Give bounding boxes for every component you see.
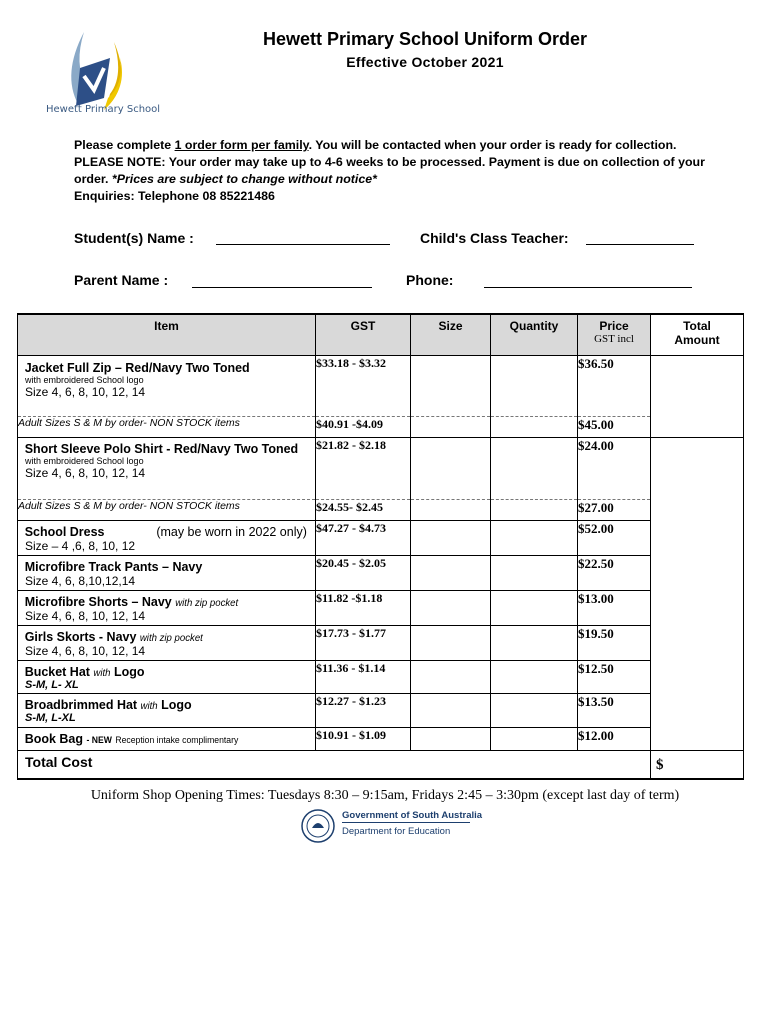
item-name: Short Sleeve Polo Shirt - Red/Navy Two Toned: [24, 441, 299, 456]
size-cell[interactable]: [411, 591, 491, 626]
quantity-cell[interactable]: [491, 500, 578, 521]
table-row: Girls Skorts - Navy with zip pocket Size 4, 6, 8, 10, 12, 14 $17.73 - $1.77 $19.50: [18, 626, 744, 661]
header-price: Price GST incl: [578, 314, 651, 356]
size-cell[interactable]: [411, 661, 491, 694]
total-amount-cell[interactable]: [651, 356, 744, 438]
quantity-cell[interactable]: [491, 728, 578, 751]
table-row: Adult Sizes S & M by order- NON STOCK items $40.91 -$4.09 $45.00: [18, 417, 744, 438]
quantity-cell[interactable]: [491, 626, 578, 661]
item-name: School Dress (may be worn in 2022 only): [24, 524, 307, 539]
size-cell[interactable]: [411, 500, 491, 521]
table-row: School Dress (may be worn in 2022 only) Size – 4 ,6, 8, 10, 12 $47.27 - $4.73 $52.00: [18, 521, 744, 556]
size-cell[interactable]: [411, 626, 491, 661]
gov-line2: Department for Education: [342, 826, 451, 837]
table-header-row: [18, 314, 744, 356]
item-name: Girls Skorts - Navy with zip pocket: [24, 629, 203, 644]
government-crest-icon: [300, 808, 336, 844]
total-cost-field[interactable]: $: [651, 751, 744, 779]
quantity-cell[interactable]: [491, 591, 578, 626]
total-column-blank: [651, 438, 744, 751]
student-name-label: Student(s) Name :: [74, 230, 194, 246]
header-size: Size: [411, 314, 491, 356]
student-name-field[interactable]: [216, 244, 390, 245]
size-cell[interactable]: [411, 438, 491, 500]
total-row: [18, 751, 744, 779]
size-cell[interactable]: [411, 356, 491, 417]
quantity-cell[interactable]: [491, 521, 578, 556]
table-row: Short Sleeve Polo Shirt - Red/Navy Two Toned with embroidered School logo Size 4, 6, 8, 10, 12, 14 $21.82 - $2.18 $24.00: [18, 438, 744, 500]
size-cell[interactable]: [411, 694, 491, 728]
school-logo-text: Hewett Primary School: [46, 104, 161, 115]
total-cost-label: Total Cost: [25, 754, 93, 770]
parent-name-label: Parent Name :: [74, 272, 169, 288]
item-name: Broadbrimmed Hat with Logo: [24, 697, 192, 712]
header-total: Total Amount: [651, 314, 744, 356]
order-table: [17, 313, 744, 780]
page-title: Hewett Primary School Uniform Order: [262, 29, 588, 49]
header-gst: GST: [316, 314, 411, 356]
size-cell[interactable]: [411, 521, 491, 556]
table-row: Microfibre Shorts – Navy with zip pocket Size 4, 6, 8, 10, 12, 14 $11.82 -$1.18 $13.00: [18, 591, 744, 626]
page-subtitle: Effective October 2021: [346, 54, 504, 70]
parent-name-field[interactable]: [192, 287, 372, 288]
item-name: Book Bag - NEW Reception intake complimentary: [24, 731, 239, 746]
quantity-cell[interactable]: [491, 556, 578, 591]
item-name: Microfibre Shorts – Navy with zip pocket: [24, 594, 239, 609]
item-name: Jacket Full Zip – Red/Navy Two Toned: [24, 360, 250, 375]
enquiries: Enquiries: Telephone 08 85221486: [74, 189, 275, 203]
quantity-cell[interactable]: [491, 438, 578, 500]
class-teacher-field[interactable]: [586, 244, 694, 245]
phone-label: Phone:: [406, 272, 454, 288]
table-row: Adult Sizes S & M by order- NON STOCK items $24.55- $2.45 $27.00: [18, 500, 744, 521]
quantity-cell[interactable]: [491, 417, 578, 438]
item-name: Microfibre Track Pants – Navy: [24, 559, 203, 574]
quantity-cell[interactable]: [491, 694, 578, 728]
header-item: Item: [18, 314, 316, 356]
item-name: Bucket Hat with Logo: [24, 664, 145, 679]
class-teacher-label: Child's Class Teacher:: [420, 230, 569, 246]
intro-text: Please complete 1 order form per family. You will be contacted when your order is ready for collection. PLEASE NOTE: Your order may take up to 4-6 weeks to be processed. Payment is due on collection of your order. *Prices are subject to change without notice* Enquiries: Telephone 08 85221486: [74, 138, 705, 203]
header-quantity: Quantity: [491, 314, 578, 356]
table-row: Microfibre Track Pants – Navy Size 4, 6, 8,10,12,14 $20.45 - $2.05 $22.50: [18, 556, 744, 591]
quantity-cell[interactable]: [491, 356, 578, 417]
size-cell[interactable]: [411, 417, 491, 438]
table-row: Broadbrimmed Hat with Logo S-M, L-XL $12.27 - $1.23 $13.50: [18, 694, 744, 728]
size-cell[interactable]: [411, 556, 491, 591]
opening-times: Uniform Shop Opening Times: Tuesdays 8:30 – 9:15am, Fridays 2:45 – 3:30pm (except last day of term): [90, 788, 680, 803]
table-row: Book Bag - NEW Reception intake complimentary $10.91 - $1.09 $12.00: [18, 728, 744, 751]
quantity-cell[interactable]: [491, 661, 578, 694]
size-cell[interactable]: [411, 728, 491, 751]
phone-field[interactable]: [484, 287, 692, 288]
gov-line1: Government of South Australia: [342, 810, 483, 821]
table-row: Bucket Hat with Logo S-M, L- XL $11.36 - $1.14 $12.50: [18, 661, 744, 694]
table-row: Jacket Full Zip – Red/Navy Two Toned with embroidered School logo Size 4, 6, 8, 10, 12, 14 $33.18 - $3.32 $36.50: [18, 356, 744, 417]
government-logo: [300, 808, 483, 844]
